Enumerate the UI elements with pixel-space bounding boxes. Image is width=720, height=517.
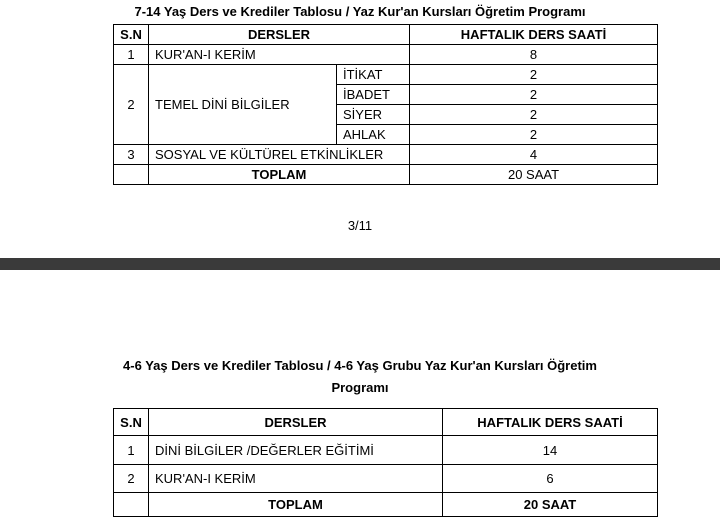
- row-saat: 8: [410, 45, 658, 65]
- header-sn: S.N: [114, 25, 149, 45]
- table-header-row: [114, 25, 658, 45]
- header-sn: S.N: [114, 409, 149, 436]
- page2-title-line1: 4-6 Yaş Ders ve Krediler Tablosu / 4-6 Yaş Grubu Yaz Kur'an Kursları Öğretim: [123, 358, 597, 373]
- table-row: [114, 65, 658, 85]
- row-saat: 14: [443, 436, 658, 465]
- row-sn: 2: [114, 65, 149, 145]
- curriculum-table-7-14: [113, 24, 658, 185]
- page-number: 3/11: [347, 218, 373, 233]
- sub-saat: 2: [410, 85, 658, 105]
- row-saat: 6: [443, 465, 658, 493]
- table-header-row: [114, 409, 658, 436]
- sub-saat: 2: [410, 105, 658, 125]
- row-ders: KUR'AN-I KERİM: [149, 465, 443, 493]
- table-row: [114, 436, 658, 465]
- row-saat: 4: [410, 145, 658, 165]
- row-sn: 3: [114, 145, 149, 165]
- document-page-1: [0, 0, 720, 258]
- row-sn: 1: [114, 436, 149, 465]
- total-label: TOPLAM: [149, 493, 443, 517]
- row-ders: TEMEL DİNİ BİLGİLER: [149, 65, 337, 145]
- sub-saat: 2: [410, 65, 658, 85]
- page2-title-line2: Programı: [331, 380, 389, 395]
- total-saat: 20 SAAT: [410, 165, 658, 185]
- row-sn: 2: [114, 465, 149, 493]
- document-page-2: [0, 270, 720, 513]
- row-ders: DİNİ BİLGİLER /DEĞERLER EĞİTİMİ: [149, 436, 443, 465]
- sub-saat: 2: [410, 125, 658, 145]
- table-row: [114, 145, 658, 165]
- sub-ders: AHLAK: [337, 125, 410, 145]
- total-saat: 20 SAAT: [443, 493, 658, 517]
- table-row: [114, 45, 658, 65]
- curriculum-table-4-6: [113, 408, 658, 517]
- sub-ders: İTİKAT: [337, 65, 410, 85]
- header-dersler: DERSLER: [149, 409, 443, 436]
- table-row: [114, 465, 658, 493]
- header-dersler: DERSLER: [149, 25, 410, 45]
- total-row: [114, 165, 658, 185]
- total-empty-cell: [114, 165, 149, 185]
- row-ders: SOSYAL VE KÜLTÜREL ETKİNLİKLER: [149, 145, 410, 165]
- sub-ders: İBADET: [337, 85, 410, 105]
- header-saat: HAFTALIK DERS SAATİ: [443, 409, 658, 436]
- row-sn: 1: [114, 45, 149, 65]
- page1-title: 7-14 Yaş Ders ve Krediler Tablosu / Yaz Kur'an Kursları Öğretim Programı: [134, 4, 586, 19]
- total-label: TOPLAM: [149, 165, 410, 185]
- header-saat: HAFTALIK DERS SAATİ: [410, 25, 658, 45]
- sub-ders: SİYER: [337, 105, 410, 125]
- page-separator: [0, 258, 720, 270]
- row-ders: KUR'AN-I KERİM: [149, 45, 410, 65]
